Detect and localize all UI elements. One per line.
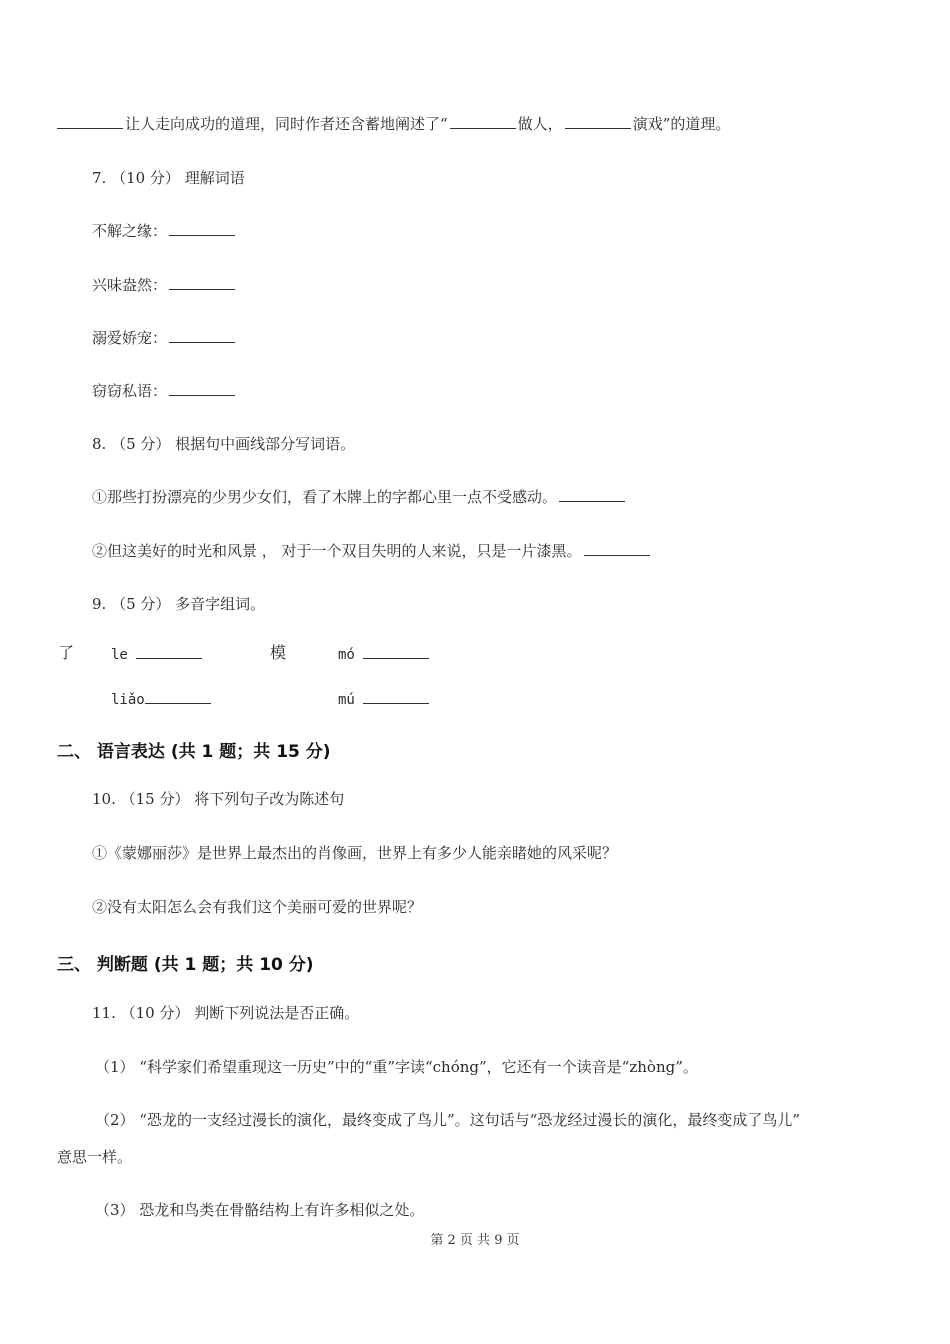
q8-item-text: ①那些打扮漂亮的少男少女们，看了木牌上的字都心里一点不受感动。	[92, 488, 558, 506]
q8-stem: 8. （5 分） 根据句中画线部分写词语。	[92, 435, 356, 453]
q7-item-label: 溺爱娇宠：	[92, 329, 168, 347]
pinyin-row	[338, 689, 431, 710]
answer-blank[interactable]	[584, 541, 650, 556]
pinyin-row	[111, 644, 204, 665]
pinyin: liǎo	[111, 692, 145, 708]
page-number: 第 2 页 共 9 页	[430, 1233, 520, 1248]
q11-item-continued: 意思一样。	[57, 1148, 133, 1166]
q6-text-3: 演戏”的道理。	[632, 115, 731, 133]
answer-blank[interactable]	[450, 114, 516, 129]
pinyin: mó	[338, 647, 355, 663]
q8-item	[92, 541, 652, 561]
q8-item-text: ②但这美好的时光和风景 ， 对于一个双目失明的人来说，只是一片漆黑。	[92, 542, 582, 560]
q7-item	[92, 275, 237, 295]
q10-stem: 10. （15 分） 将下列句子改为陈述句	[92, 790, 345, 808]
polyphone-char-2: 模	[270, 643, 287, 662]
answer-blank[interactable]	[169, 328, 235, 343]
pinyin: le	[111, 647, 128, 663]
polyphone-char-1: 了	[58, 643, 75, 662]
q7-stem: 7. （10 分） 理解词语	[92, 169, 245, 187]
answer-blank[interactable]	[169, 381, 235, 396]
answer-blank[interactable]	[169, 275, 235, 290]
answer-blank[interactable]	[145, 689, 211, 704]
answer-blank[interactable]	[363, 644, 429, 659]
q10-item: ②没有太阳怎么会有我们这个美丽可爱的世界呢？	[92, 898, 423, 916]
q11-stem: 11. （10 分） 判断下列说法是否正确。	[92, 1004, 360, 1022]
answer-blank[interactable]	[57, 114, 123, 129]
q7-item-label: 不解之缘：	[92, 222, 168, 240]
q6-tail-line	[57, 114, 730, 134]
answer-blank[interactable]	[363, 689, 429, 704]
q6-text-1: 让人走向成功的道理，同时作者还含蓄地阐述了“	[125, 115, 448, 133]
q11-item: （3） 恐龙和鸟类在骨骼结构上有许多相似之处。	[95, 1201, 425, 1219]
q11-item: （2） “恐龙的一支经过漫长的演化，最终变成了鸟儿”。这句话与“恐龙经过漫长的演化，最终变成了鸟儿”	[95, 1111, 800, 1129]
q11-item: （1） “科学家们希望重现这一历史”中的“重”字读“chóng”，它还有一个读音是“zhòng”。	[95, 1058, 698, 1076]
q7-item	[92, 221, 237, 241]
answer-blank[interactable]	[565, 114, 631, 129]
answer-blank[interactable]	[136, 644, 202, 659]
q7-item-label: 兴味盎然：	[92, 276, 168, 294]
section-heading: 三、 判断题 (共 1 题；共 10 分)	[57, 955, 314, 975]
answer-blank[interactable]	[169, 221, 235, 236]
q10-item: ①《蒙娜丽莎》是世界上最杰出的肖像画，世界上有多少人能亲睹她的风采呢？	[92, 844, 618, 862]
q7-item-label: 窃窃私语：	[92, 382, 168, 400]
pinyin-row	[111, 689, 213, 710]
q7-item	[92, 381, 237, 401]
q8-item	[92, 487, 627, 507]
section-heading: 二、 语言表达 (共 1 题；共 15 分)	[57, 742, 331, 762]
q6-text-2: 做人，	[517, 115, 563, 133]
q9-stem: 9. （5 分） 多音字组词。	[92, 595, 266, 613]
pinyin-row	[338, 644, 431, 665]
pinyin: mú	[338, 692, 355, 708]
q7-item	[92, 328, 237, 348]
answer-blank[interactable]	[559, 487, 625, 502]
